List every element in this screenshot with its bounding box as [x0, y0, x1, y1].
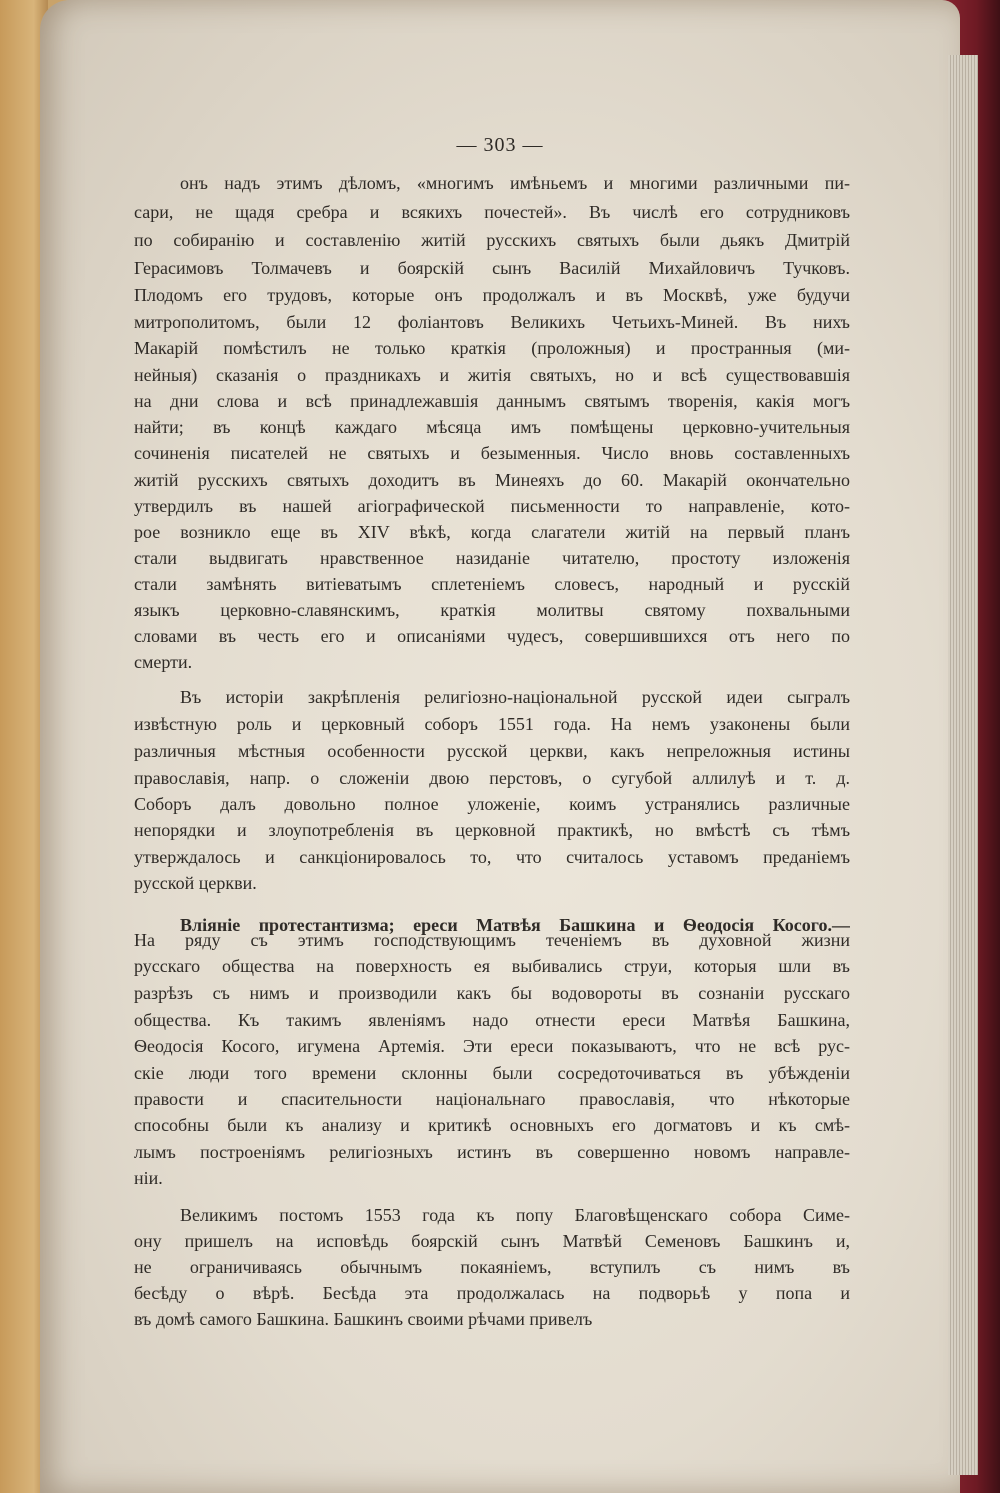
- text-line: языкъ церковно-славянскимъ, краткія молитвы святому похвальными: [134, 600, 850, 620]
- text-line: различныя мѣстныя особенности русской церкви, какъ непреложныя истины: [134, 741, 850, 761]
- text-line: скіе люди того времени склонны были сосредоточиваться въ убѣжденіи: [134, 1063, 850, 1083]
- text-line: житій русскихъ святыхъ доходитъ въ Минеяхъ до 60. Макарій окончательно: [134, 470, 850, 490]
- text-line: смерти.: [134, 652, 193, 672]
- text-line: Великимъ постомъ 1553 года къ попу Благовѣщенскаго собора Симе-: [180, 1205, 850, 1225]
- text-line: Плодомъ его трудовъ, которые онъ продолжалъ и въ Москвѣ, уже будучи: [134, 285, 850, 305]
- text-line: бесѣду о вѣрѣ. Бесѣда эта продолжалась на подворьѣ у попа и: [134, 1283, 850, 1303]
- text-line: въ домѣ самого Башкина. Башкинъ своими рѣчами привелъ: [134, 1309, 593, 1329]
- text-line: Соборъ далъ довольно полное уложеніе, коимъ устранялись различные: [134, 794, 850, 814]
- text-line: сари, не щадя сребра и всякихъ почестей». Въ числѣ его сотрудниковъ: [134, 202, 850, 222]
- text-line: словами въ честь его и описаніями чудесъ, совершившихся отъ него по: [134, 626, 850, 646]
- text-line: митрополитомъ, были 12 фоліантовъ Великихъ Четьихъ-Миней. Въ нихъ: [134, 312, 850, 332]
- text-line: сочиненія писателей не святыхъ и безыменныя. Число вновь составленныхъ: [134, 443, 850, 463]
- text-line: Ѳеодосія Косого, игумена Артемія. Эти ереси показываютъ, что не всѣ рус-: [134, 1036, 850, 1056]
- text-line: На ряду съ этимъ господствующимъ теченіемъ въ духовной жизни: [134, 930, 850, 950]
- text-line: онъ надъ этимъ дѣломъ, «многимъ имѣньемъ и многими различными пи-: [180, 173, 850, 193]
- text-line: на дни слова и всѣ принадлежавшія даннымъ святымъ творенія, какія могъ: [134, 391, 850, 411]
- text-line: утверждалось и санкціонировалось то, что считалось уставомъ преданіемъ: [134, 847, 850, 867]
- text-line: стали замѣнять витіеватымъ сплетеніемъ словесъ, народный и русскій: [134, 574, 850, 594]
- page-edges: [948, 55, 978, 1475]
- text-line: Въ исторіи закрѣпленія религіозно-національной русской идеи сыгралъ: [180, 687, 850, 707]
- text-line: православія, напр. о сложеніи двою перстовъ, о сугубой аллилуѣ и т. д.: [134, 768, 850, 788]
- text-line: извѣстную роль и церковный соборъ 1551 года. На немъ узаконены были: [134, 714, 850, 734]
- text-line: не ограничиваясь обычнымъ покаяніемъ, вступилъ съ нимъ въ: [134, 1257, 850, 1277]
- text-line: найти; въ концѣ каждаго мѣсяца имъ помѣщены церковно-учительныя: [134, 417, 850, 437]
- text-line: стали выдвигать нравственное назиданіе читателю, простоту изложенія: [134, 548, 850, 568]
- text-line: разрѣзъ съ нимъ и производили какъ бы водовороты въ сознаніи русскаго: [134, 983, 850, 1003]
- page-number: — 303 —: [456, 134, 544, 156]
- text-line: русскаго общества на поверхность ея выбивались струи, которыя шли въ: [134, 956, 850, 976]
- text-line: ону пришелъ на исповѣдь боярскій сынъ Матвѣй Семеновъ Башкинъ и,: [134, 1231, 850, 1251]
- section-heading: Вліяніе протестантизма; ереси Матвѣя Башкина и Ѳеодосія Косого.—: [180, 915, 850, 935]
- text-line: нейныя) сказанія о праздникахъ и житія святыхъ, но и всѣ существовавшія: [134, 365, 850, 385]
- text-line: лымъ построеніямъ религіозныхъ истинъ въ совершенно новомъ направле-: [134, 1142, 850, 1162]
- text-line: Макарій помѣстилъ не только краткія (проложныя) и пространныя (ми-: [134, 338, 850, 358]
- text-line: общества. Къ такимъ явленіямъ надо отнести ереси Матвѣя Башкина,: [134, 1010, 850, 1030]
- text-line: правости и спасительности національнаго православія, что нѣкоторые: [134, 1089, 850, 1109]
- text-line: Герасимовъ Толмачевъ и боярскій сынъ Василій Михайловичъ Тучковъ.: [134, 258, 850, 278]
- text-line: ніи.: [134, 1168, 163, 1188]
- text-line: способны были къ анализу и критикѣ основныхъ его догматовъ и къ смѣ-: [134, 1115, 850, 1135]
- text-line: утвердилъ въ нашей агіографической письменности то направленіе, кото-: [134, 496, 850, 516]
- text-line: рое возникло еще въ XIV вѣкѣ, когда слагатели житій на первый планъ: [134, 522, 850, 542]
- text-line: по собиранію и составленію житій русскихъ святыхъ были дьякъ Дмитрій: [134, 230, 850, 250]
- text-line: русской церкви.: [134, 873, 257, 893]
- text-line: непорядки и злоупотребленія въ церковной практикѣ, но вмѣстѣ съ тѣмъ: [134, 820, 850, 840]
